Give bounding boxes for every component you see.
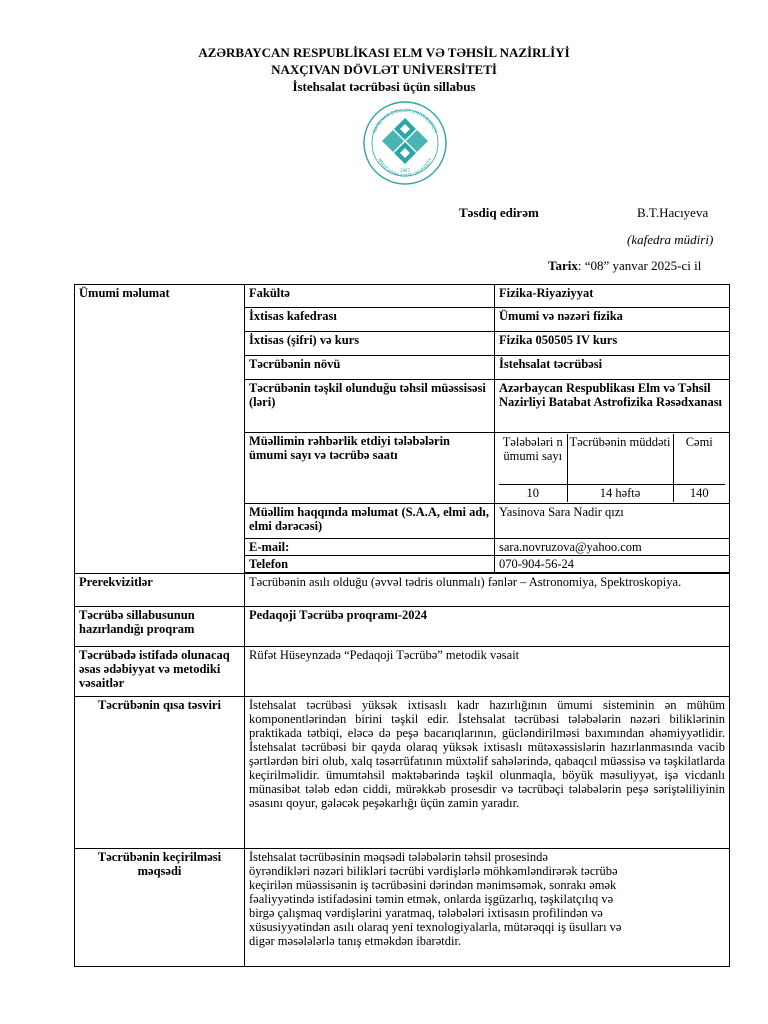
- total-value: 140: [673, 484, 725, 502]
- logo-year: 1967: [399, 168, 411, 173]
- faculty-value: Fizika-Riyaziyyat: [495, 285, 730, 308]
- university-logo: [362, 100, 448, 186]
- email-label: E-mail:: [245, 539, 495, 556]
- institution-value: Azərbaycan Respublikası Elm və Təhsil Nazirliyi Batabat Astrofizika Rəsədxanası: [495, 380, 730, 433]
- literature-value: Rüfət Hüseynzadə “Pedaqoji Təcrübə” metodik vəsait: [245, 647, 730, 697]
- phone-value: 070-904-56-24: [495, 556, 730, 573]
- faculty-label: Fakültə: [245, 285, 495, 308]
- purpose-line: İstehsalat təcrübəsinin məqsədi tələbələrin təhsil prosesində: [249, 850, 548, 864]
- purpose-line: keçirilən müəssisənin iş təcrübəsini dərindən mənimsəmək, sonrakı əmək: [249, 878, 617, 892]
- university-title: NAXÇIVAN DÖVLƏT UNİVERSİTETİ: [271, 62, 497, 77]
- purpose-value: [245, 849, 730, 967]
- program-label: Təcrübə sillabusunun hazırlandığı proqram: [75, 607, 245, 647]
- teacher-label: Müəllim haqqında məlumat (S.A.A, elmi adı, elmi dərəcəsi): [245, 504, 495, 539]
- document-title: İstehsalat təcrübəsi üçün sillabus: [292, 79, 476, 94]
- purpose-line: digər məsələlərlə tanış etməkdən ibarətdir.: [249, 934, 462, 948]
- department-value: Ümumi və nəzəri fizika: [495, 308, 730, 332]
- prerequisites-label: Prerekvizitlər: [75, 574, 245, 607]
- practice-type-value: İstehsalat təcrübəsi: [495, 356, 730, 380]
- specialty-value: Fizika 050505 IV kurs: [495, 332, 730, 356]
- practice-type-label: Təcrübənin növü: [245, 356, 495, 380]
- students-count-value: 10: [499, 484, 567, 502]
- email-value[interactable]: sara.novruzova@yahoo.com: [495, 539, 730, 556]
- description-label: Təcrübənin qısa təsviri: [75, 697, 245, 849]
- general-info-label: Ümumi məlumat: [75, 285, 245, 574]
- syllabus-table: [74, 284, 730, 967]
- duration-header: Təcrübənin müddəti: [567, 434, 673, 484]
- students-subtable-cell: [495, 433, 730, 504]
- purpose-label: Təcrübənin keçirilməsi məqsədi: [75, 849, 245, 967]
- literature-label: Təcrübədə istifadə olunacaq əsas ədəbiyyat və metodiki vəsaitlər: [75, 647, 245, 697]
- phone-label: Telefon: [245, 556, 495, 573]
- approver-name: B.T.Hacıyeva: [637, 205, 709, 220]
- purpose-line: birgə çalışmaq vərdişlərini yaratmaq, tələbələri ixtisasın profilindən və: [249, 906, 603, 920]
- prerequisites-value: Təcrübənin asılı olduğu (əvvəl tədris olunmalı) fənlər – Astronomiya, Spektroskopiya.: [245, 574, 730, 607]
- program-value: Pedaqoji Təcrübə proqramı-2024: [245, 607, 730, 647]
- date-label: Tarix: [548, 258, 578, 273]
- specialty-label: İxtisas (şifri) və kurs: [245, 332, 495, 356]
- students-subtable: [499, 434, 725, 502]
- ministry-title: AZƏRBAYCAN RESPUBLİKASI ELM VƏ TƏHSİL NAZİRLİYİ: [198, 45, 570, 60]
- students-count-header: Tələbələri n ümumi sayı: [499, 434, 567, 484]
- date-value: : “08” yanvar 2025-ci il: [577, 258, 702, 273]
- duration-value: 14 həftə: [567, 484, 673, 502]
- total-header: Cəmi: [685, 435, 713, 449]
- approver-role: (kafedra müdiri): [627, 232, 714, 247]
- approval-date: [548, 258, 701, 273]
- description-value: İstehsalat təcrübəsi yüksək ixtisaslı kadr hazırlığının ümumi sisteminin ən mühüm komponentlərindən birini təşkil edir. İstehsalat təcrübəsi tələbələrin nəzəri biliklərinin praktikada tətbiqi, eləcə də peşə bacarıqlarının, gücləndirilməsi baxımından əhəmiyyətlidir. İstehsalat təcrübəsi bir qayda olaraq yüksək ixtisaslı mütəxəssislərin hazırlanmasında vacib şərtlərdən biri olub, xalq təsərrüfatının müxtəlif sahələrində, qabaqcıl müəssisə və təşkilatlarda keçirilməlidir. ümumtəhsil məktəbərində təşkil olunmaqla, böyük məsuliyyət, işə vicdanlı münasibət tələb edən ciddi, mürəkkəb prosesdir və təcrübəçi tələbələrin peşə səriştəliliyinin əsasını qoyur, gələcək peşəkarlığı üçün zamin yaradır.: [245, 697, 730, 849]
- logo-bottom-text: NAKHCHIVAN STATE UNIVERSITY: [377, 157, 433, 179]
- teacher-value: Yasinova Sara Nadir qızı: [495, 504, 730, 539]
- purpose-line: fəaliyyətində istifadəsini təmin etmək, onlarda işgüzarlıq, təşkilatçılıq və: [249, 892, 614, 906]
- approval-label: Təsdiq edirəm: [459, 205, 539, 220]
- students-label: Müəllimin rəhbərlik etdiyi tələbələrin ümumi sayı və təcrübə saatı: [245, 433, 495, 504]
- institution-label: Təcrübənin təşkil olunduğu təhsil müəssisəsi (ləri): [245, 380, 495, 433]
- logo-top-text: NAXÇIVAN DÖVLƏT UNİVERSİTETİ: [372, 108, 438, 134]
- purpose-line: xüsusiyyətindən asılı olaraq yeni texnologiyalarla, mütərəqqi iş üsulları və: [249, 920, 622, 934]
- purpose-line: öyrəndikləri nəzəri bilikləri təcrübi vərdişlərlə möhkəmləndirərək təcrübə: [249, 864, 618, 878]
- department-label: İxtisas kafedrası: [245, 308, 495, 332]
